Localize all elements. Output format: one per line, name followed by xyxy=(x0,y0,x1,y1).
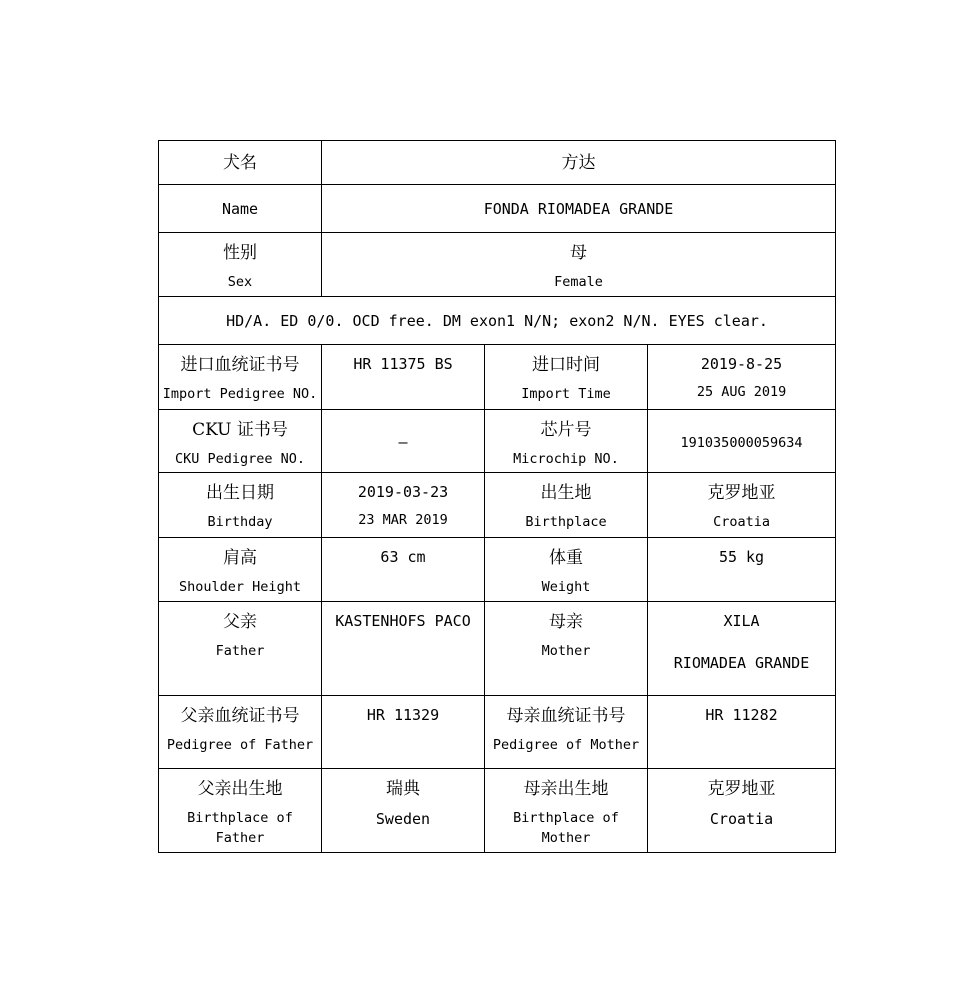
value-sex-zh: 母 xyxy=(570,243,588,263)
label-cku-en: CKU Pedigree NO. xyxy=(174,451,306,467)
value-microchip-cell xyxy=(648,410,836,473)
label-import-time-zh: 进口时间 xyxy=(532,355,600,375)
pedigree-table xyxy=(158,140,836,853)
label-microchip-en: Microchip NO. xyxy=(513,451,619,467)
label-mother-cell xyxy=(485,602,648,696)
value-sex-en: Female xyxy=(554,274,603,290)
label-height-zh: 肩高 xyxy=(223,548,257,568)
value-mother-birthplace-cell xyxy=(648,769,836,853)
pedigree-sheet xyxy=(158,140,835,853)
label-sex-cell xyxy=(159,233,322,297)
value-birthplace-cell xyxy=(648,473,836,538)
value-import-time-2: 25 AUG 2019 xyxy=(696,384,787,400)
value-import-pedigree-cell xyxy=(322,345,485,410)
row-parent-pedigree xyxy=(159,696,836,769)
label-import-pedigree-cell xyxy=(159,345,322,410)
row-name-en xyxy=(159,185,836,233)
value-import-time-cell xyxy=(648,345,836,410)
value-father-pedigree: HR 11329 xyxy=(366,706,440,724)
value-weight-cell xyxy=(648,538,836,602)
label-father-birthplace-zh: 父亲出生地 xyxy=(197,779,283,799)
label-mother-zh: 母亲 xyxy=(549,612,583,632)
label-birthplace-en: Birthplace xyxy=(525,514,607,530)
label-weight-zh: 体重 xyxy=(549,548,583,568)
label-sex-zh: 性别 xyxy=(223,243,257,263)
label-height-en: Shoulder Height xyxy=(179,579,301,595)
label-height-cell xyxy=(159,538,322,602)
value-birthplace-1: 克罗地亚 xyxy=(707,483,776,503)
value-mother-cell xyxy=(648,602,836,696)
label-name-en: Name xyxy=(221,200,259,218)
value-name-zh: 方达 xyxy=(561,152,596,173)
value-name-en-cell xyxy=(322,185,836,233)
label-weight-en: Weight xyxy=(541,579,591,595)
value-father-cell xyxy=(322,602,485,696)
label-mother-pedigree-zh: 母亲血统证书号 xyxy=(506,706,626,726)
value-name-zh-cell xyxy=(322,141,836,185)
label-sex-en: Sex xyxy=(227,274,253,290)
label-father-birthplace-en-2: Father xyxy=(215,830,265,846)
value-birthday-1: 2019-03-23 xyxy=(357,483,449,501)
health-cell xyxy=(159,297,836,345)
row-parent-birthplace xyxy=(159,769,836,853)
label-mother-en: Mother xyxy=(541,643,591,659)
label-import-time-cell xyxy=(485,345,648,410)
label-father-pedigree-en: Pedigree of Father xyxy=(166,737,314,753)
label-mother-birthplace-en-2: Mother xyxy=(541,830,591,846)
label-father-en: Father xyxy=(215,643,265,659)
value-import-pedigree: HR 11375 BS xyxy=(353,355,453,373)
row-size xyxy=(159,538,836,602)
row-sex xyxy=(159,233,836,297)
label-name-zh-cell xyxy=(159,141,322,185)
label-birthplace-cell xyxy=(485,473,648,538)
row-birth xyxy=(159,473,836,538)
label-father-birthplace-en-1: Birthplace of xyxy=(187,810,293,826)
label-father-birthplace-cell xyxy=(159,769,322,853)
value-mother-2: RIOMADEA GRANDE xyxy=(673,654,810,672)
value-name-en: FONDA RIOMADEA GRANDE xyxy=(483,200,674,218)
value-birthday-cell xyxy=(322,473,485,538)
value-father-birthplace-2: Sweden xyxy=(375,810,431,828)
label-weight-cell xyxy=(485,538,648,602)
label-import-pedigree-en: Import Pedigree NO. xyxy=(162,386,318,402)
value-father: KASTENHOFS PACO xyxy=(335,612,471,630)
label-name-zh: 犬名 xyxy=(223,152,257,173)
label-father-zh: 父亲 xyxy=(223,612,257,632)
value-weight: 55 kg xyxy=(718,548,765,566)
health-results: HD/A. ED 0/0. OCD free. DM exon1 N/N; exon2 N/N. EYES clear. xyxy=(226,312,768,330)
label-import-time-en: Import Time xyxy=(521,386,611,402)
value-mother-birthplace-2: Croatia xyxy=(709,810,774,828)
value-import-time-1: 2019-8-25 xyxy=(700,355,783,373)
row-parents xyxy=(159,602,836,696)
label-father-cell xyxy=(159,602,322,696)
label-father-pedigree-cell xyxy=(159,696,322,769)
value-height: 63 cm xyxy=(380,548,426,566)
label-mother-birthplace-zh: 母亲出生地 xyxy=(523,779,609,799)
label-birthday-zh: 出生日期 xyxy=(206,483,274,503)
value-mother-birthplace-1: 克罗地亚 xyxy=(707,779,776,799)
label-mother-pedigree-cell xyxy=(485,696,648,769)
label-name-en-cell xyxy=(159,185,322,233)
label-mother-birthplace-en-1: Birthplace of xyxy=(513,810,619,826)
value-father-birthplace-cell xyxy=(322,769,485,853)
value-cku-cell xyxy=(322,410,485,473)
label-father-pedigree-zh: 父亲血统证书号 xyxy=(180,706,300,726)
row-cku xyxy=(159,410,836,473)
label-mother-pedigree-en: Pedigree of Mother xyxy=(492,737,640,753)
value-mother-1: XILA xyxy=(723,612,760,630)
label-microchip-zh: 芯片号 xyxy=(540,420,592,440)
value-birthplace-2: Croatia xyxy=(713,514,770,530)
label-import-pedigree-zh: 进口血统证书号 xyxy=(180,355,300,375)
value-mother-pedigree-cell xyxy=(648,696,836,769)
value-birthday-2: 23 MAR 2019 xyxy=(358,512,448,528)
value-height-cell xyxy=(322,538,485,602)
label-cku-cell xyxy=(159,410,322,473)
label-cku-zh: CKU 证书号 xyxy=(192,420,288,440)
label-birthday-cell xyxy=(159,473,322,538)
row-name-zh xyxy=(159,141,836,185)
value-cku: – xyxy=(398,432,408,451)
value-mother-pedigree: HR 11282 xyxy=(705,706,778,724)
label-birthday-en: Birthday xyxy=(207,514,273,530)
value-father-birthplace-1: 瑞典 xyxy=(386,779,420,799)
label-mother-birthplace-cell xyxy=(485,769,648,853)
value-father-pedigree-cell xyxy=(322,696,485,769)
label-birthplace-zh: 出生地 xyxy=(540,483,592,503)
row-health xyxy=(159,297,836,345)
row-import xyxy=(159,345,836,410)
value-microchip: 191035000059634 xyxy=(680,434,803,451)
value-sex-cell xyxy=(322,233,836,297)
label-microchip-cell xyxy=(485,410,648,473)
